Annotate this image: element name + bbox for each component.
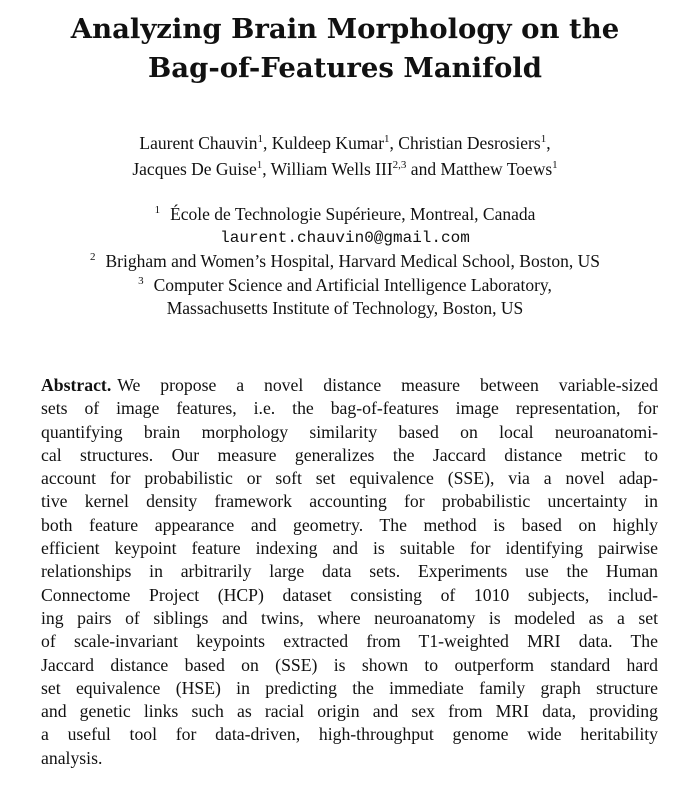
- abstract-line: of scale-invariant keypoints extracted from T1-weighted MRI data. The: [41, 631, 658, 652]
- affiliation-1: [0, 203, 690, 227]
- abstract-line: quantifying brain morphology similarity based on local neuroanatomi-: [41, 421, 658, 442]
- abstract-line: Jaccard distance based on (SSE) is shown to outperform standard hard: [41, 654, 658, 675]
- author-separator: ,: [546, 133, 551, 153]
- abstract-label: Abstract.: [41, 375, 112, 395]
- abstract-line: ing pairs of siblings and twins, where neuroanatomy is modeled as a set: [41, 607, 658, 628]
- author-affil-marker: 1: [552, 159, 558, 171]
- abstract-text: We propose a novel distance measure between variable-sized: [117, 375, 658, 395]
- abstract-line: Connectome Project (HCP) dataset consisting of 1010 subjects, includ-: [41, 584, 658, 605]
- abstract: [41, 374, 658, 770]
- abstract-line: cal structures. Our measure generalizes the Jaccard distance metric to: [41, 444, 658, 465]
- affil-number: 3: [138, 274, 144, 287]
- author-affil-marker: 1: [540, 133, 547, 145]
- title-line-2: Bag-of-Features Manifold: [148, 52, 542, 84]
- affil-text: École de Technologie Supérieure, Montreal, Canada: [170, 204, 536, 224]
- abstract-line: set equivalence (HSE) in predicting the immediate family graph structure: [41, 677, 658, 698]
- title-line-1: Analyzing Brain Morphology on the: [70, 13, 620, 45]
- author-line-2: [0, 156, 690, 182]
- abstract-line: a useful tool for data-driven, high-throughput genome wide heritability: [41, 724, 658, 745]
- author-affil-marker: 1: [257, 133, 264, 145]
- author-name: , Christian Desrosiers: [389, 133, 541, 153]
- author-name: , Kuldeep Kumar: [263, 133, 385, 153]
- abstract-line: analysis.: [41, 747, 103, 768]
- author-list: [0, 130, 690, 182]
- author-name: Jacques De Guise: [132, 159, 257, 179]
- author-name: and Matthew Toews: [406, 159, 553, 179]
- affil-text: Brigham and Women’s Hospital, Harvard Medical School, Boston, US: [105, 251, 601, 271]
- author-line-1: [0, 130, 690, 156]
- affiliation-3-cont: Massachusetts Institute of Technology, Boston, US: [166, 298, 524, 318]
- abstract-line: [41, 374, 658, 397]
- abstract-line: sets of image features, i.e. the bag-of-features image representation, for: [41, 398, 658, 419]
- affil-text: Computer Science and Artificial Intelligence Laboratory,: [153, 274, 552, 295]
- abstract-line: account for probabilistic or soft set equivalence (SSE), via a novel adap-: [41, 468, 658, 489]
- abstract-line: relationships in arbitrarily large data sets. Experiments use the Human: [41, 561, 658, 582]
- affiliation-3: [0, 274, 690, 298]
- affiliation-2: [0, 250, 690, 274]
- author-name: Laurent Chauvin: [139, 133, 258, 153]
- abstract-line: tive kernel density framework accounting for probabilistic uncertainty in: [41, 491, 658, 512]
- paper-title: [0, 10, 690, 88]
- abstract-line: efficient keypoint feature indexing and is suitable for identifying pairwise: [41, 538, 658, 559]
- author-affil-marker: 1: [256, 159, 263, 171]
- author-affil-marker: 1: [384, 133, 390, 145]
- author-affil-marker: 2,3: [392, 159, 407, 171]
- affiliation-list: [0, 203, 690, 321]
- abstract-line: and genetic links such as racial origin and sex from MRI data, providing: [41, 701, 658, 722]
- affil-number: 2: [89, 251, 96, 263]
- author-email[interactable]: laurent.chauvin0@gmail.com: [220, 228, 470, 247]
- affil-number: 1: [154, 204, 161, 216]
- abstract-line: both feature appearance and geometry. The method is based on highly: [41, 514, 658, 535]
- author-name: , William Wells III: [262, 159, 393, 179]
